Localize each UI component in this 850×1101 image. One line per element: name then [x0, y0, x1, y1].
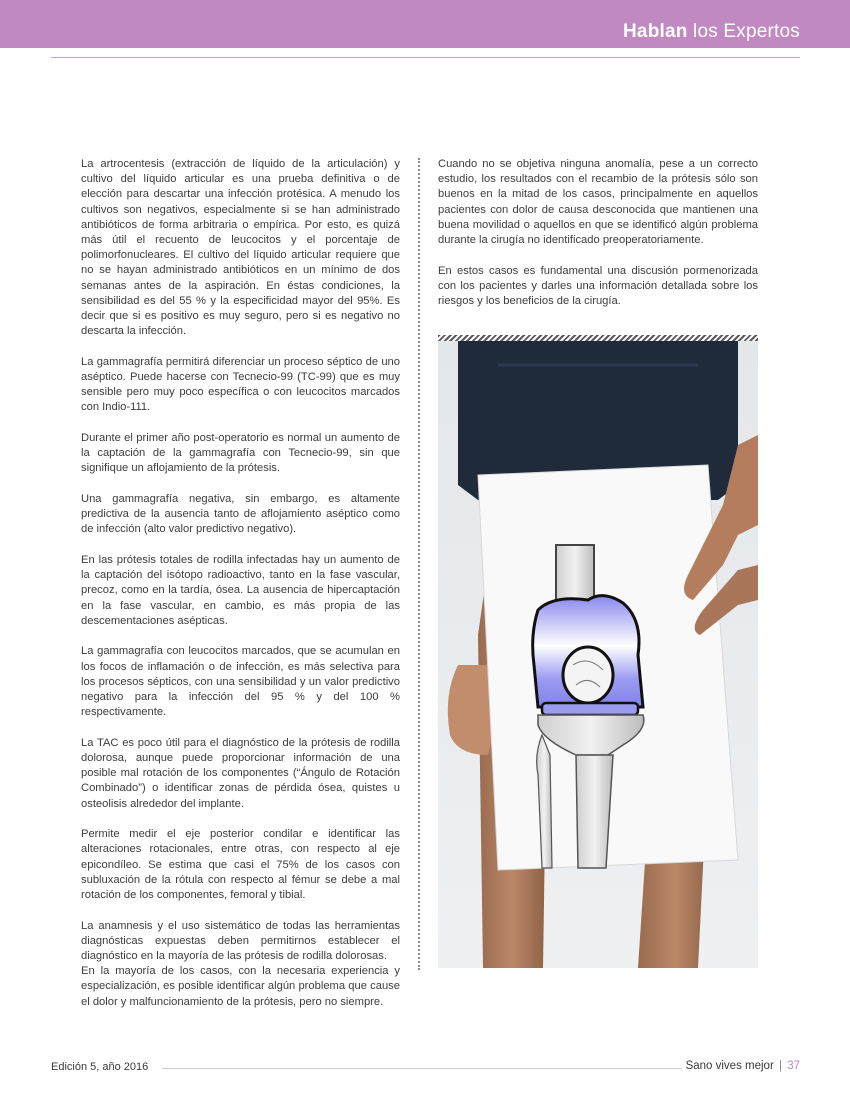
paragraph-artrocentesis: La artrocentesis (extracción de líquido de la articulación) y cultivo del líquido articular es una prueba definitiva o de elección para descartar una infección protésica. A menudo los cultivos son negativos, especialmente si se han administrado antibióticos de forma arbitraria o empírica. Por esto, es quizá más útil el recuento de leucocitos y el porcentaje de polimorfonucleares. El cultivo del líquido articular requiere que no se hayan administrado antibióticos en un mínimo de dos semanas antes de la aspiración. En éstas condiciones, la sensibilidad es del 55 % y la especificidad mayor del 95%. Es decir que si es positivo es muy seguro, pero si es negativo no descarta la infección. [81, 158, 400, 338]
footer-divider [162, 1068, 682, 1069]
photo-top-border [438, 335, 758, 341]
section-title-rest: los Expertos [687, 21, 800, 42]
paragraph-protesis-infectadas: En las prótesis totales de rodilla infectadas hay un aumento de la captación del isótopo radioactivo, tanto en la fase vascular, precoz, como en la tardía, ósea. La ausencia de hipercaptación en la fase vascular, en cambio, es más propia de las descementaciones asépticas. [81, 554, 400, 627]
section-title [623, 20, 800, 44]
paragraph-sin-anomalia: Cuando no se objetiva ninguna anomalía, pese a un correcto estudio, los resultados con el recambio de la prótesis sólo son buenos en la mitad de los casos, principalmente en aquellos pacientes con dolor de causa desconocida que mantienen una buena movilidad o aquellos en que se identificó algún problema durante la cirugía no identificado preoperatoriamente. [438, 158, 758, 247]
page-number: 37 [787, 1060, 800, 1072]
paragraph-eje-condilar: Permite medir el eje posterior condilar e identificar las alteraciones rotacionales, entre otras, con respecto al eje epicondíleo. Se estima que casi el 75% de los casos con subluxación de la rótula con respecto al fémur se debe a mal rotación de los componentes, femoral y tibial. [81, 828, 400, 902]
left-text-column [81, 157, 400, 1010]
paragraph-experiencia: En la mayoría de los casos, con la necesaria experiencia y especialización, es posible identificar algún problema que cause el dolor y malfuncionamiento de la prótesis, pero no siempre. [81, 965, 400, 1008]
paragraph-anamnesis: La anamnesis y el uso sistemático de todas las herramientas diagnósticas expuestas deben permitirnos establecer el diagnóstico en la mayoría de las prótesis de rodilla dolorosas. [81, 919, 400, 963]
column-divider [418, 158, 420, 970]
header-divider [51, 57, 800, 58]
paragraph-tac: La TAC es poco útil para el diagnóstico de la prótesis de rodilla dolorosa, aunque puede proporcionar información de una posible mal rotación de los componentes (“Ángulo de Rotación Combinado”) o identificar zonas de pérdida ósea, quistes u osteolisis alrededor del implante. [81, 736, 400, 810]
magazine-name: Sano vives mejor [685, 1060, 774, 1072]
paragraph-gammagrafia-negativa: Una gammagrafía negativa, sin embargo, es altamente predictiva de la ausencia tanto de aflojamiento aséptico como de infección (alto valor predictivo negativo). [81, 493, 400, 536]
paragraph-discusion: En estos casos es fundamental una discusión pormenorizada con los pacientes y darles una información detallada sobre los riesgos y los beneficios de la cirugía. [438, 264, 758, 308]
paragraph-leucocitos-marcados: La gammagrafía con leucocitos marcados, que se acumulan en los focos de inflamación o de infección, es más selectiva para los procesos sépticos, con una sensibilidad y un valor predictivo negativo para la infección del 95 % y del 100 % respectivamente. [81, 645, 400, 719]
footer-separator: | [779, 1060, 782, 1072]
section-title-bold: Hablan [623, 21, 688, 42]
footer-publication [686, 1060, 800, 1072]
paragraph-postoperatorio: Durante el primer año post-operatorio es normal un aumento de la captación de la gammagrafía con Tecnecio-99, sin que signifique un aflojamiento de la prótesis. [81, 432, 400, 475]
paragraph-gammagrafia: La gammagrafía permitirá diferenciar un proceso séptico de uno aséptico. Puede hacerse con Tecnecio-99 (TC-99) que es muy sensible pero muy poco específica o con leucocitos marcados con Indio-111. [81, 355, 400, 414]
edition-label: Edición 5, año 2016 [51, 1061, 149, 1073]
knee-prosthesis-photo [438, 335, 758, 968]
right-text-column [438, 157, 758, 325]
knee-illustration [438, 335, 758, 968]
